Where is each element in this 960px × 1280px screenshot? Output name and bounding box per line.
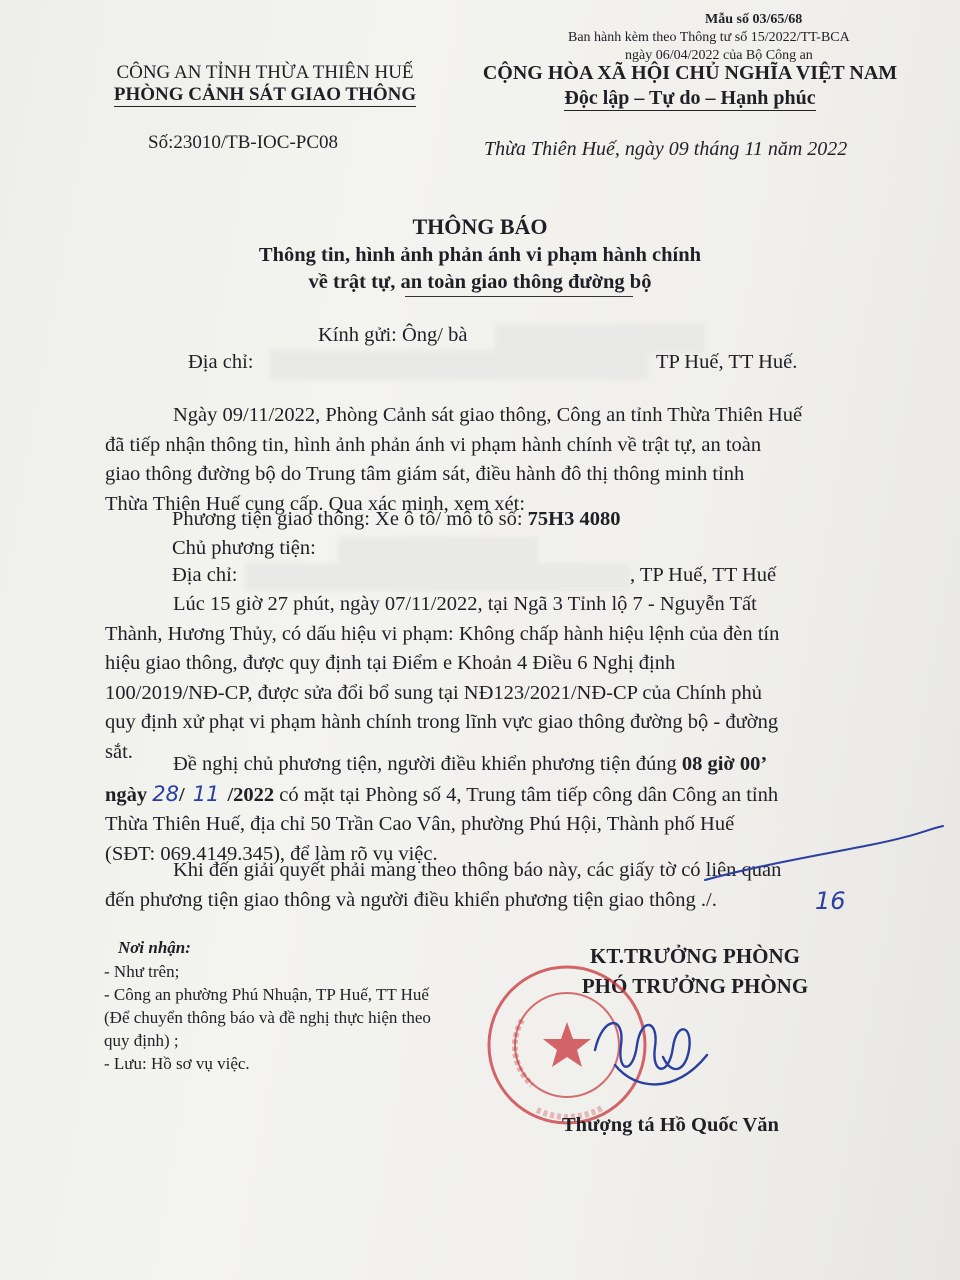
p2-line-3: hiệu giao thông, được quy định tại Điểm e Khoản 4 Điều 6 Nghị định: [105, 652, 676, 674]
form-ref-line2: Ban hành kèm theo Thông tư số 15/2022/TT-BCA: [568, 30, 850, 45]
p1-line-4: Thừa Thiên Huế cung cấp. Qua xác minh, xem xét:: [105, 492, 526, 515]
recipient-greeting: Kính gửi: Ông/ bà: [318, 324, 468, 346]
p1-line-3: giao thông đường bộ do Trung tâm giám sát, điều hành đô thị thông minh tỉnh: [105, 463, 745, 485]
doc-title: THÔNG BÁO: [412, 214, 548, 239]
p3-start: Đề nghị chủ phương tiện, người điều khiển phương tiện đúng: [173, 753, 677, 775]
signer-name: Thượng tá Hồ Quốc Văn: [562, 1114, 779, 1136]
doc-subtitle-2: về trật tự, an toàn giao thông đường bộ: [308, 271, 652, 293]
p2-line-5: quy định xử phạt vi phạm hành chính trong lĩnh vực giao thông đường bộ - đường: [105, 711, 779, 733]
national-motto: Độc lập – Tự do – Hạnh phúc: [564, 87, 816, 109]
handwritten-initial: 16: [815, 887, 846, 915]
national-name: CỘNG HÒA XÃ HỘI CHỦ NGHĨA VIỆT NAM: [482, 62, 898, 84]
form-code: Mẫu số 03/65/68: [705, 12, 803, 27]
p2-line-1: Lúc 15 giờ 27 phút, ngày 07/11/2022, tại Ngã 3 Tỉnh lộ 7 - Nguyễn Tất: [173, 593, 757, 615]
signature-title-1: KT.TRƯỞNG PHÒNG: [590, 944, 800, 968]
recipients-heading: Nơi nhận:: [118, 938, 191, 957]
issuer-department-wrap: [70, 84, 460, 106]
p2-line-4: 100/2019/NĐ-CP, được sửa đổi bổ sung tại NĐ123/2021/NĐ-CP của Chính phủ: [105, 681, 762, 704]
p3-year: /2022: [227, 783, 275, 806]
p4-line-2: đến phương tiện giao thông và người điều khiển phương tiện giao thông ./.: [105, 888, 717, 911]
vehicle-line: [172, 508, 620, 531]
p3-rest: có mặt tại Phòng số 4, Trung tâm tiếp công dân Công an tỉnh: [279, 783, 779, 806]
p3-line-2: ngày 28/ 11 /2022 có mặt tại Phòng số 4, Trung tâm tiếp công dân Công an tỉnh: [105, 781, 779, 806]
issuer-department: PHÒNG CẢNH SÁT GIAO THÔNG: [113, 84, 417, 105]
recipient-address-tail: TP Huế, TT Huế.: [656, 351, 798, 373]
doc-subtitle-1: Thông tin, hình ảnh phản ánh vi phạm hành chính: [258, 244, 702, 266]
owner-label: Chủ phương tiện:: [172, 537, 316, 559]
pen-stroke-mark: [700, 820, 950, 890]
vehicle-plate: 75H3 4080: [527, 508, 621, 530]
recipient-item-1: - Như trên;: [104, 962, 180, 981]
owner-address-label: Địa chỉ:: [172, 564, 238, 586]
doc-subtitle-2-wrap: [0, 271, 960, 294]
p3-day-label: ngày: [105, 783, 148, 806]
national-motto-wrap: [440, 87, 940, 110]
recipient-address-label: Địa chỉ:: [188, 351, 254, 373]
p2-line-2: Thành, Hương Thủy, có dấu hiệu vi phạm: Không chấp hành hiệu lệnh của đèn tín: [105, 622, 780, 645]
p3-time: 08 giờ 00’: [681, 753, 768, 775]
p2-line-6: sắt.: [105, 740, 133, 763]
redacted-address: [270, 350, 648, 380]
recipient-item-3: (Để chuyển thông báo và đề nghị thực hiện theo: [104, 1008, 431, 1027]
p4-line-1: Khi đến giải quyết phải mang theo thông báo này, các giấy tờ có liên quan: [173, 859, 782, 881]
handwritten-day: 28: [152, 781, 180, 806]
recipient-item-5: - Lưu: Hồ sơ vụ việc.: [104, 1054, 250, 1073]
p3-line-1: [105, 750, 895, 780]
redacted-owner: [338, 537, 538, 565]
vehicle-label: Phương tiện giao thông: Xe ô tô/ mô tô số:: [172, 508, 523, 530]
doc-number: Số:23010/TB-IOC-PC08: [148, 132, 339, 153]
recipient-item-4: quy định) ;: [104, 1031, 179, 1050]
p3-line-3: Thừa Thiên Huế, địa chỉ 50 Trần Cao Vân, phường Phú Hội, Thành phố Huế: [105, 813, 735, 835]
subtitle-underline: [405, 296, 633, 297]
paragraph-2: [105, 590, 895, 767]
form-ref-line3: ngày 06/04/2022 của Bộ Công an: [625, 48, 813, 63]
p1-line-2: đã tiếp nhận thông tin, hình ảnh phản ánh vi phạm hành chính về trật tự, an toàn: [105, 433, 762, 456]
redacted-owner-address: [245, 563, 630, 591]
owner-address-tail: , TP Huế, TT Huế: [630, 564, 777, 586]
paragraph-1: [105, 401, 895, 519]
issuer-agency: CÔNG AN TỈNH THỪA THIÊN HUẾ: [116, 62, 414, 83]
handwritten-signature: [585, 995, 715, 1105]
p1-line-1: Ngày 09/11/2022, Phòng Cảnh sát giao thông, Công an tỉnh Thừa Thiên Huế: [173, 404, 803, 426]
handwritten-month: 11: [192, 781, 220, 806]
p3-line-4: (SĐT: 069.4149.345), để làm rõ vụ việc.: [105, 842, 438, 865]
signature-title-2: PHÓ TRƯỞNG PHÒNG: [581, 974, 809, 998]
place-date: Thừa Thiên Huế, ngày 09 tháng 11 năm 2022: [484, 138, 848, 160]
recipient-item-2: - Công an phường Phú Nhuận, TP Huế, TT Huế: [104, 985, 429, 1004]
